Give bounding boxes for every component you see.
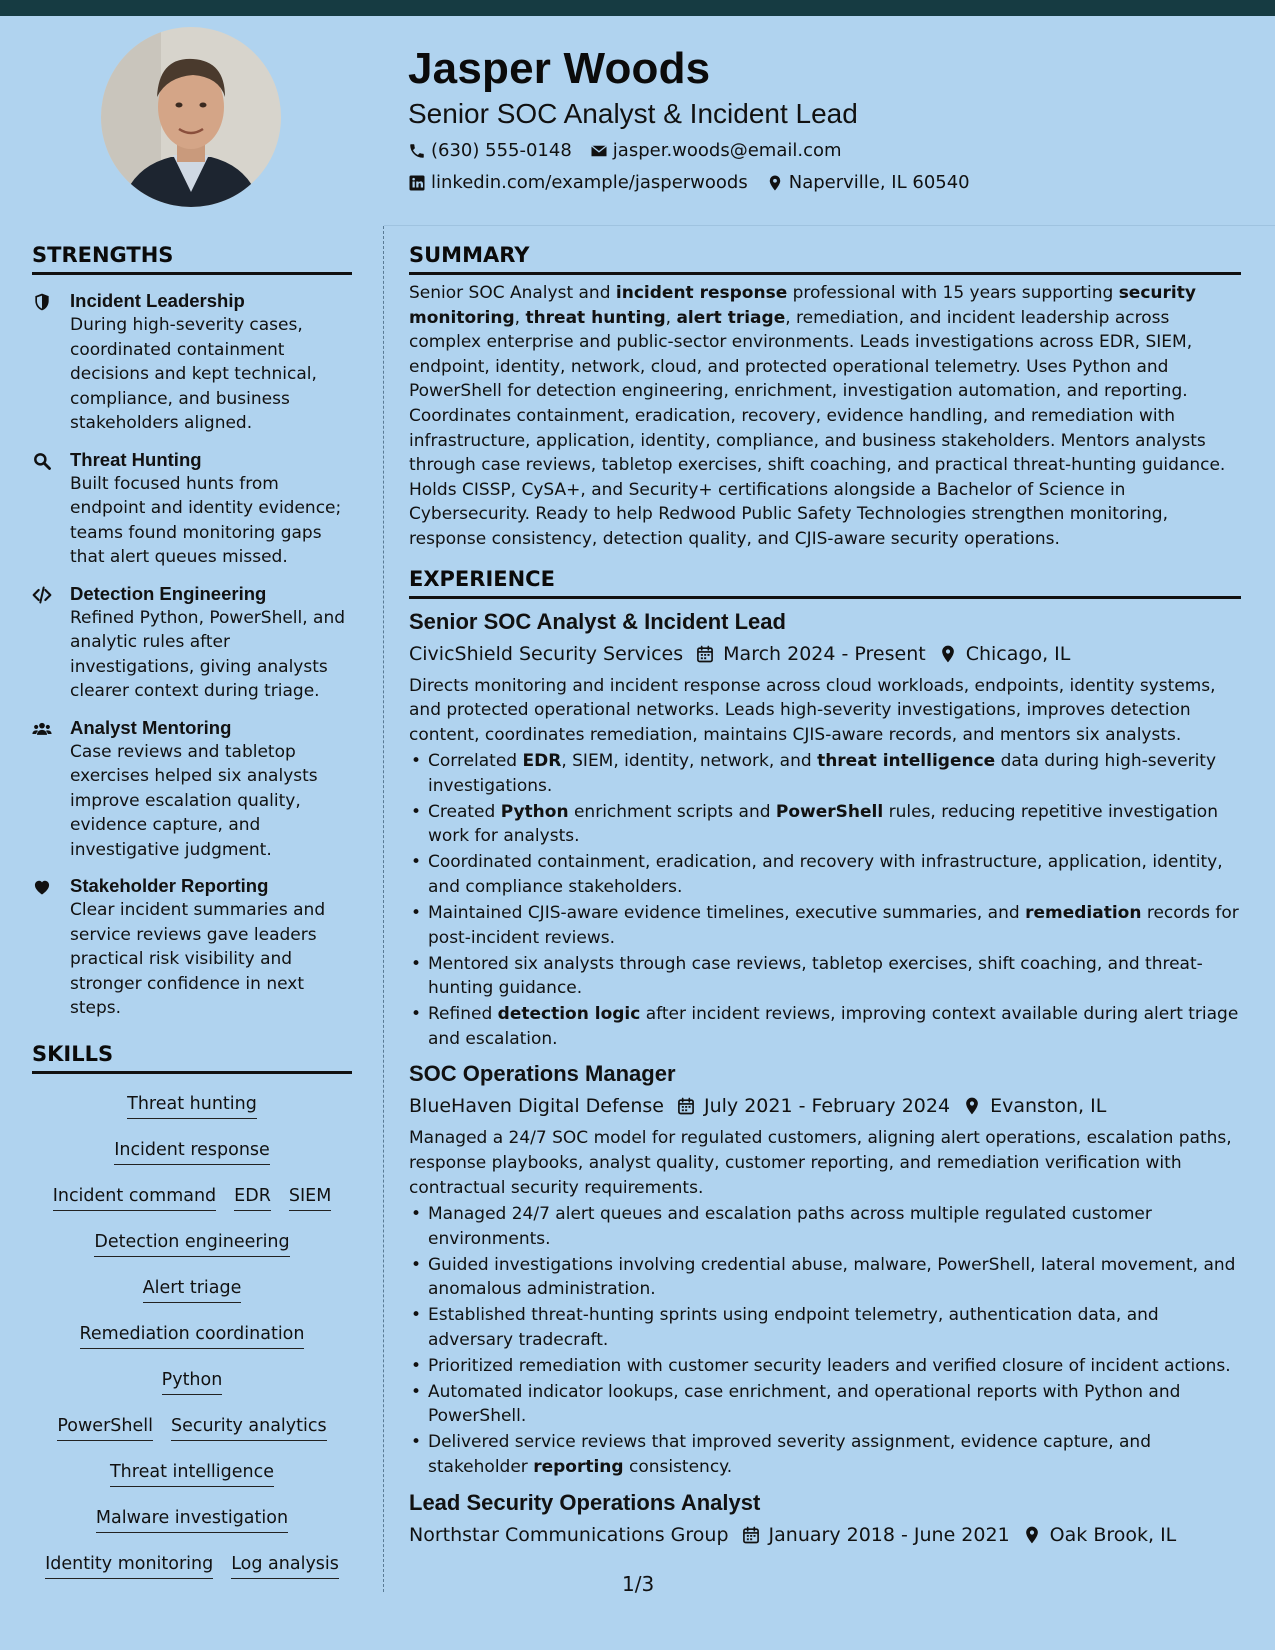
job-bullets xyxy=(409,749,1241,1051)
job-bullets xyxy=(409,1202,1241,1479)
skills-heading: SKILLS xyxy=(32,1039,352,1074)
text-segment: , SIEM, identity, network, and xyxy=(561,751,818,772)
text-segment: enrichment scripts and xyxy=(568,801,776,822)
envelope-icon xyxy=(590,142,608,160)
job-entry xyxy=(409,1059,1241,1479)
bullet-item xyxy=(409,1253,1241,1302)
text-segment: Guided investigations involving credential abuse, malware, PowerShell, lateral movement, and anomalous administration. xyxy=(428,1254,1236,1300)
map-pin-icon xyxy=(766,174,784,192)
top-bar xyxy=(0,0,1275,16)
skill-chip-detection-engineering: Detection engineering xyxy=(94,1226,289,1257)
job-company: BlueHaven Digital Defense xyxy=(409,1095,664,1118)
bullet-item xyxy=(409,1380,1241,1429)
skill-chip-log-analysis: Log analysis xyxy=(231,1548,339,1579)
strength-description: Refined Python, PowerShell, and analytic rules after investigations, giving analysts clearer context during triage. xyxy=(70,607,346,701)
bold-keyword: detection logic xyxy=(497,1004,641,1025)
calendar-icon xyxy=(741,1525,761,1545)
experience-heading: EXPERIENCE xyxy=(409,564,1241,599)
bullet-item xyxy=(409,1354,1241,1379)
header-divider xyxy=(384,225,1275,226)
strength-description: Built focused hunts from endpoint and identity evidence; teams found monitoring gaps that alert queues missed. xyxy=(70,473,342,567)
text-segment: after incident reviews, improving context available during alert triage and escalation. xyxy=(428,1004,1239,1049)
strengths-heading: STRENGTHS xyxy=(32,240,352,275)
text-segment: , remediation, and incident leadership across complex enterprise and public-sector environments. Leads investigations across EDR, SIEM, endpoint, identity, network, cloud, and protected operational telemetry. Uses Python and PowerShell for detection engineering, enrichment, investigation automation, and reporting. Coordinates containment, eradication, recovery, evidence handling, and remediation with infrastructure, application, identity, compliance, and business stakeholders. Mentors analysts through case reviews, tabletop exercises, shift coaching, and practical threat-hunting guidance. Holds CISSP, CySA+, and Security+ certifications alongside a Bachelor of Science in Cybersecurity. Ready to help Redwood Public Safety Technologies strengthen monitoring, response consistency, detection quality, and CJIS-aware security operations. xyxy=(409,307,1226,549)
page-indicator: 1/3 xyxy=(622,1572,655,1596)
text-segment: Created xyxy=(428,801,501,822)
strength-item-detection-engineering xyxy=(32,582,352,704)
skill-chip-malware-investigation: Malware investigation xyxy=(96,1502,288,1533)
job-dates: March 2024 - Present xyxy=(723,642,926,665)
strength-description: Clear incident summaries and service reviews gave leaders practical risk visibility and stronger confidence in next steps. xyxy=(70,900,326,1018)
summary-heading: SUMMARY xyxy=(409,240,1241,275)
text-segment: , xyxy=(665,307,677,328)
strength-title: Incident Leadership xyxy=(70,290,245,311)
email-address[interactable]: jasper.woods@email.com xyxy=(612,140,842,161)
bold-keyword: EDR xyxy=(522,751,562,772)
job-title: Lead Security Operations Analyst xyxy=(409,1489,761,1515)
linkedin-url[interactable]: linkedin.com/example/jasperwoods xyxy=(431,172,748,193)
left-column xyxy=(32,240,352,1588)
job-company: CivicShield Security Services xyxy=(409,642,684,665)
bullet-item xyxy=(409,1303,1241,1352)
skill-chip-threat-intelligence: Threat intelligence xyxy=(110,1456,274,1487)
profile-photo xyxy=(101,27,281,207)
skill-chip-edr: EDR xyxy=(234,1180,271,1211)
skill-chip-identity-monitoring: Identity monitoring xyxy=(45,1548,213,1579)
job-entry xyxy=(409,607,1241,1052)
strength-title: Threat Hunting xyxy=(70,448,202,470)
skill-chip-threat-hunting: Threat hunting xyxy=(127,1088,257,1119)
strength-title: Stakeholder Reporting xyxy=(70,875,269,896)
phone-icon xyxy=(408,142,426,160)
bold-keyword: threat hunting xyxy=(525,307,666,328)
calendar-icon xyxy=(695,644,715,664)
experience-list xyxy=(409,607,1241,1549)
linkedin-icon xyxy=(408,174,426,192)
bullet-item xyxy=(409,850,1241,899)
shield-icon xyxy=(32,289,70,436)
users-icon xyxy=(32,716,70,863)
job-meta xyxy=(409,640,1241,668)
map-pin-icon xyxy=(962,1096,982,1116)
skills-list xyxy=(32,1082,352,1588)
skill-chip-incident-command: Incident command xyxy=(53,1180,216,1211)
text-segment: consistency. xyxy=(623,1457,733,1478)
bold-keyword: alert triage xyxy=(676,307,786,328)
skill-chip-incident-response: Incident response xyxy=(114,1134,270,1165)
bold-keyword: incident response xyxy=(615,283,788,303)
bold-keyword: remediation xyxy=(1025,903,1142,924)
strength-title: Analyst Mentoring xyxy=(70,716,232,738)
job-entry xyxy=(409,1488,1241,1549)
bullet-item xyxy=(409,1202,1241,1251)
text-segment: Refined xyxy=(428,1004,498,1025)
skill-chip-security-analytics: Security analytics xyxy=(171,1410,327,1441)
text-segment: rules, reducing repetitive investigation work for analysts. xyxy=(428,801,1218,847)
bullet-item xyxy=(409,800,1241,849)
map-pin-icon xyxy=(1022,1525,1042,1545)
job-dates: January 2018 - June 2021 xyxy=(768,1523,1010,1546)
search-icon xyxy=(32,448,70,570)
heart-icon xyxy=(32,874,70,1021)
bold-keyword: reporting xyxy=(533,1457,624,1478)
strength-body xyxy=(70,289,352,436)
job-title: Senior SOC Analyst & Incident Lead xyxy=(409,608,786,634)
job-description: Directs monitoring and incident response across cloud workloads, endpoints, identity systems, and protected operational networks. Leads high-severity investigations, improves detection content, coordinates remediation, maintains CJIS-aware records, and mentors six analysts. xyxy=(409,675,1216,745)
strength-body xyxy=(70,874,352,1021)
strength-body xyxy=(70,582,352,704)
right-column xyxy=(409,240,1241,1549)
candidate-name: Jasper Woods xyxy=(408,44,711,93)
text-segment: Senior SOC Analyst and xyxy=(409,283,616,303)
text-segment: data during high-severity investigations. xyxy=(428,751,1217,796)
column-divider xyxy=(383,226,384,1592)
skill-chip-siem: SIEM xyxy=(289,1180,331,1211)
text-segment: Delivered service reviews that improved severity assignment, evidence capture, and stakeholder xyxy=(428,1432,1151,1478)
skill-chip-powershell: PowerShell xyxy=(57,1410,153,1441)
skill-chip-python: Python xyxy=(162,1364,223,1395)
job-dates: July 2021 - February 2024 xyxy=(703,1095,951,1118)
strength-body xyxy=(70,448,352,570)
job-meta xyxy=(409,1521,1241,1549)
text-segment: Managed 24/7 alert queues and escalation paths across multiple regulated customer environments. xyxy=(428,1204,1152,1249)
resume-header xyxy=(408,42,1238,194)
bold-keyword: security monitoring xyxy=(409,283,1196,328)
calendar-icon xyxy=(676,1096,696,1116)
strength-title: Detection Engineering xyxy=(70,582,267,604)
job-location: Oak Brook, IL xyxy=(1049,1523,1177,1546)
strengths-list xyxy=(32,289,352,1021)
strength-item-incident-leadership xyxy=(32,289,352,436)
job-location: Evanston, IL xyxy=(990,1095,1107,1118)
text-segment: professional with 15 years supporting xyxy=(787,283,1119,303)
strength-description: During high-severity cases, coordinated containment decisions and kept technical, compliance, and business stakeholders aligned. xyxy=(70,315,317,433)
strength-description: Case reviews and tabletop exercises helped six analysts improve escalation quality, evidence capture, and investigative judgment. xyxy=(70,741,318,860)
bold-keyword: Python xyxy=(500,801,569,822)
job-location: Chicago, IL xyxy=(965,642,1071,665)
phone-number: (630) 555-0148 xyxy=(431,140,572,161)
location-text: Naperville, IL 60540 xyxy=(788,172,970,193)
bullet-item xyxy=(409,901,1241,950)
bullet-item xyxy=(409,1430,1241,1479)
job-company: Northstar Communications Group xyxy=(409,1523,729,1546)
bullet-item xyxy=(409,749,1241,798)
text-segment: Mentored six analysts through case reviews, tabletop exercises, shift coaching, and threat-hunting guidance. xyxy=(428,953,1203,999)
text-segment: Automated indicator lookups, case enrichment, and operational reports with Python and PowerShell. xyxy=(428,1381,1181,1427)
strength-body xyxy=(70,716,352,863)
skill-chip-alert-triage: Alert triage xyxy=(143,1272,242,1303)
summary-text xyxy=(409,281,1241,552)
bullet-item xyxy=(409,952,1241,1001)
location-contact xyxy=(766,172,970,194)
skill-chip-remediation-coordination: Remediation coordination xyxy=(80,1318,305,1349)
text-segment: Established threat-hunting sprints using endpoint telemetry, authentication data, and adversary tradecraft. xyxy=(428,1305,1159,1350)
bold-keyword: threat intelligence xyxy=(817,751,996,772)
text-segment: records for post-incident reviews. xyxy=(428,903,1239,948)
text-segment: Maintained CJIS-aware evidence timelines, executive summaries, and xyxy=(428,903,1026,924)
candidate-title: Senior SOC Analyst & Incident Lead xyxy=(408,98,858,129)
bullet-item xyxy=(409,1002,1241,1051)
linkedin-contact[interactable] xyxy=(408,172,748,194)
strength-item-stakeholder-reporting xyxy=(32,874,352,1021)
code-icon xyxy=(32,582,70,704)
text-segment: Correlated xyxy=(428,751,523,772)
bold-keyword: PowerShell xyxy=(775,801,884,822)
email-contact[interactable] xyxy=(590,140,842,162)
text-segment: , xyxy=(514,307,526,328)
job-description: Managed a 24/7 SOC model for regulated customers, aligning alert operations, escalation paths, response playbooks, analyst quality, customer reporting, and remediation verification with contractual security requirements. xyxy=(409,1128,1232,1198)
map-pin-icon xyxy=(938,644,958,664)
text-segment: Coordinated containment, eradication, and recovery with infrastructure, application, identity, and compliance stakeholders. xyxy=(428,852,1223,898)
job-title: SOC Operations Manager xyxy=(409,1061,676,1087)
phone-contact xyxy=(408,140,572,162)
strength-item-threat-hunting xyxy=(32,448,352,570)
strength-item-analyst-mentoring xyxy=(32,716,352,863)
text-segment: Prioritized remediation with customer security leaders and verified closure of incident actions. xyxy=(428,1355,1231,1376)
job-meta xyxy=(409,1092,1241,1120)
